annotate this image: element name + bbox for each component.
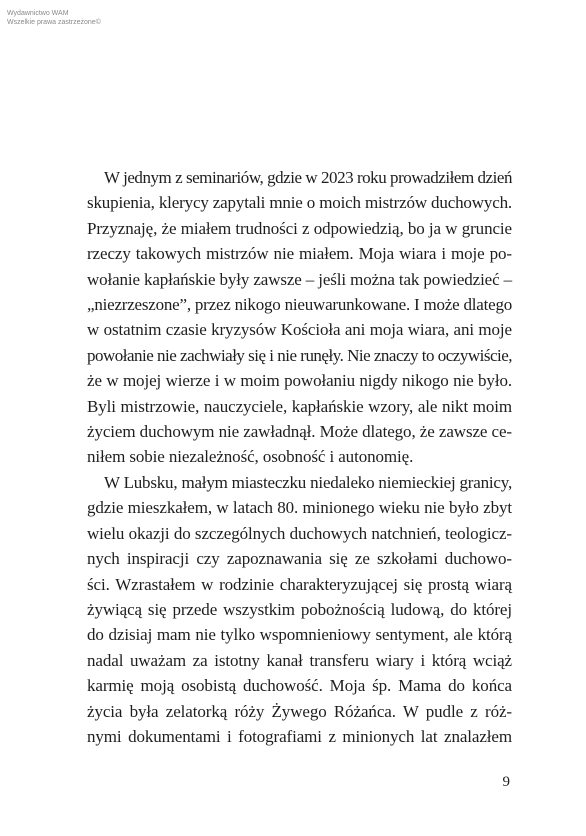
publisher-name: Wydawnictwo WAM [7, 10, 69, 17]
body-text [87, 165, 512, 749]
page-number: 9 [502, 774, 510, 790]
text-line: do dzisiaj mam nie tylko wspomnieniowy sentyment, ale którą [87, 625, 512, 645]
text-line: w ostatnim czasie kryzysów Kościoła ani moja wiara, ani moje [87, 320, 512, 340]
paragraph-2 [87, 470, 512, 749]
text-line: niłem sobie niezależność, osobność i autonomię. [87, 447, 414, 467]
text-line: „niezrzeszone”, przez nikogo nieuwarunkowane. I może dlatego [87, 295, 513, 315]
paragraph-1 [87, 165, 512, 470]
text-line: W jednym z seminariów, gdzie w 2023 roku prowadziłem dzień [104, 168, 512, 187]
text-line: nymi dokumentami i fotografiami z minionych lat znalazłem [87, 726, 512, 746]
text-line: Byli mistrzowie, nauczyciele, kapłańskie wzory, ale nikt moim [87, 396, 512, 416]
text-line: nadal uważam za istotny kanał transferu wiary i którą wciąż [87, 650, 512, 670]
text-line: wielu okazji do szczególnych duchowych natchnień, teologicz- [87, 523, 512, 543]
text-line: żywiącą się przede wszystkim pobożnością ludową, do której [87, 599, 512, 619]
text-line: życiem duchowym nie zawładnął. Może dlatego, że zawsze ce- [87, 422, 512, 442]
text-line: życia była zelatorką róży Żywego Różańca. W pudle z róż- [87, 701, 512, 721]
text-line: W Lubsku, małym miasteczku niedaleko niemieckiej granicy, [104, 472, 512, 492]
text-line: ści. Wzrastałem w rodzinie charakteryzującej się prostą wiarą [87, 574, 512, 594]
text-line: skupienia, klerycy zapytali mnie o moich mistrzów duchowych. [87, 193, 512, 213]
text-line: rzeczy takowych mistrzów nie miałem. Moja wiara i moje po- [87, 244, 512, 264]
text-line: karmię moją osobistą duchowość. Moja śp. Mama do końca [87, 676, 512, 696]
text-line: Przyznaję, że miałem trudności z odpowiedzią, bo ja w gruncie [87, 218, 512, 238]
text-line: gdzie mieszkałem, w latach 80. minionego wieku nie było zbyt [87, 498, 512, 518]
copyright-notice: Wszelkie prawa zastrzeżone© [7, 19, 101, 26]
text-line: że w mojej wierze i w moim powołaniu nigdy nikogo nie było. [87, 371, 512, 391]
text-line: nych inspiracji czy zapoznawania się ze szkołami duchowo- [87, 549, 512, 569]
publisher-watermark [7, 9, 101, 27]
text-line: wołanie kapłańskie były zawsze – jeśli można tak powiedzieć – [87, 269, 512, 289]
text-line: powołanie nie zachwiały się i nie runęły. Nie znaczy to oczywiście, [87, 345, 512, 365]
